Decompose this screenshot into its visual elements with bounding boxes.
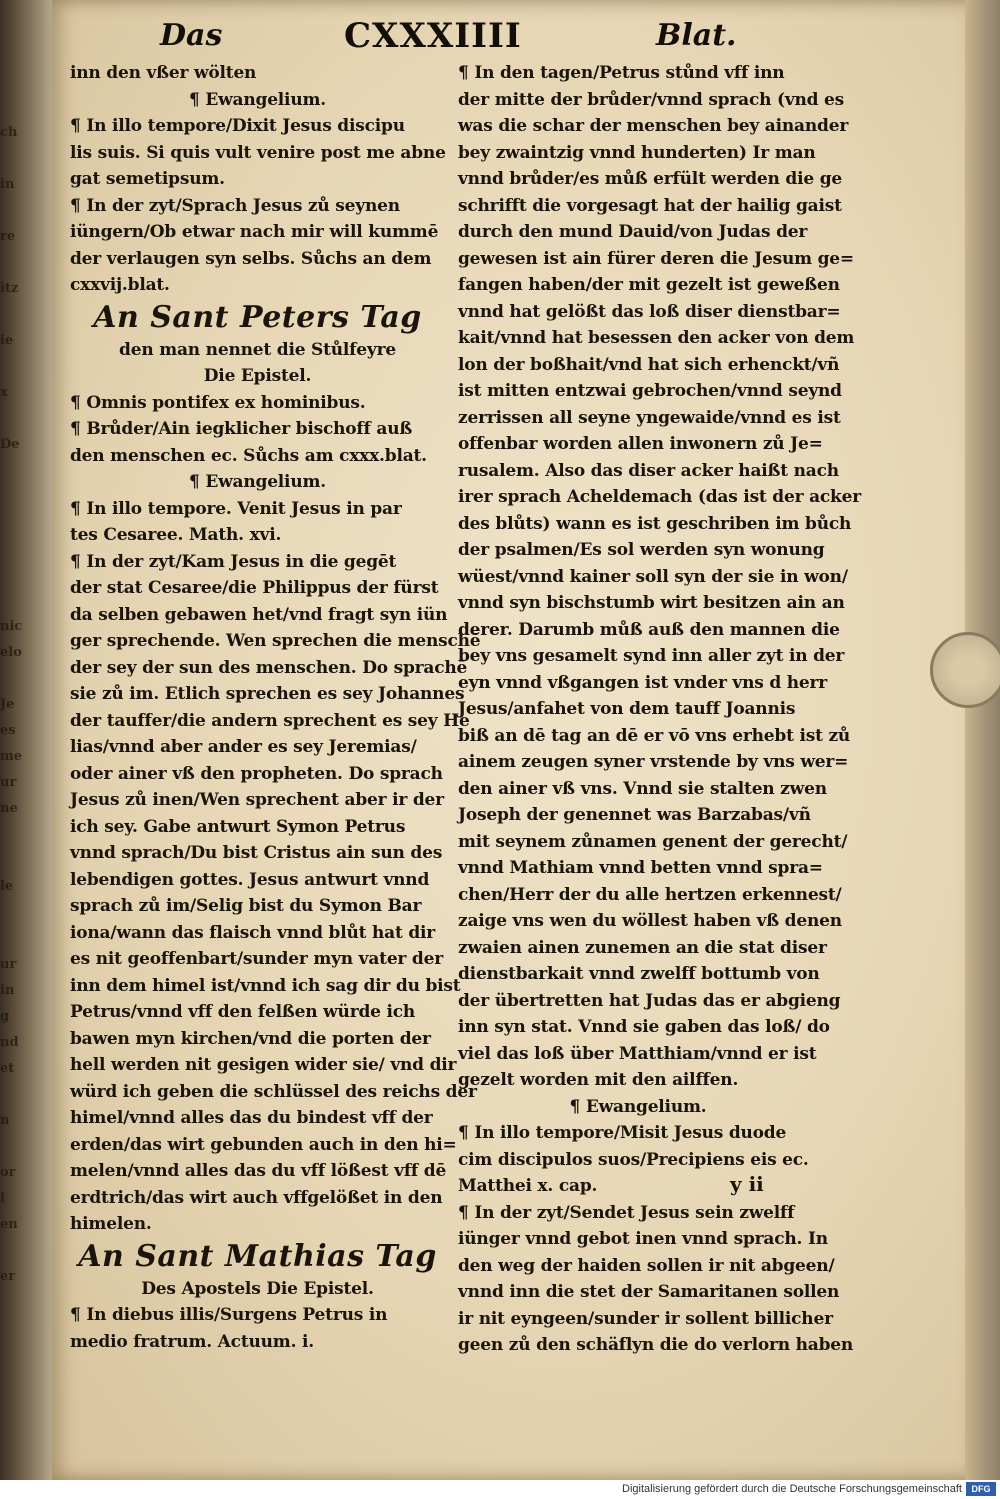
text-line: sprach zů im/Selig bist du Symon Bar	[70, 896, 422, 916]
text-line: Jesus/anfahet von dem tauff Joannis	[458, 699, 796, 719]
text-line: ¶ In den tagen/Petrus stůnd vff inn	[458, 63, 785, 83]
page-edge	[965, 0, 1000, 1480]
section-label: den man nennet die Stůlfeyre	[119, 339, 396, 360]
text-line: cxxvij.blat.	[70, 275, 170, 295]
running-header	[0, 16, 1000, 60]
text-line: ¶ In illo tempore. Venit Jesus in par	[70, 498, 402, 519]
text-line: bey vns gesamelt synd inn aller zyt in der	[458, 646, 845, 666]
text-line: der stat Cesaree/die Philippus der fürst	[70, 578, 439, 598]
text-line: vnnd syn bischstumb wirt besitzen ain an	[458, 593, 845, 613]
text-line: ¶ Brůder/Ain iegklicher bischoff auß	[70, 419, 413, 439]
text-line: irer sprach Acheldemach (das ist der acker	[458, 487, 862, 507]
text-line: bawen myn kirchen/vnd die porten der	[70, 1028, 431, 1049]
text-line: würd ich geben die schlüssel des reichs der	[70, 1081, 477, 1102]
text-line: ¶ In illo tempore/Dixit Jesus discipu	[70, 116, 405, 136]
text-line: ¶ In der zyt/Sendet Jesus sein zwelff	[458, 1202, 795, 1223]
text-line: medio fratrum. Actuum. i.	[70, 1331, 314, 1352]
text-line: chen/Herr der du alle hertzen erkennest/	[458, 884, 842, 905]
text-line: cim discipulos suos/Precipiens eis ec.	[458, 1149, 809, 1170]
text-line: gezelt worden mit den ailffen.	[458, 1070, 739, 1090]
text-line: Petrus/vnnd vff den felßen würde ich	[70, 1002, 416, 1022]
text-line: ainem zeugen syner vrstende by vns wer=	[458, 752, 849, 772]
section-label: Des Apostels Die Epistel.	[141, 1278, 374, 1299]
text-line: iüngern/Ob etwar nach mir will kummē	[70, 222, 439, 242]
text-line: ger sprechende. Wen sprechen die menschē	[70, 631, 481, 651]
text-line: iona/wann das flaisch vnnd blůt hat dir	[70, 922, 436, 943]
text-line: Jesus zů inen/Wen sprechent aber ir der	[70, 790, 444, 810]
text-line: vnnd hat gelößt das loß diser dienstbar=	[458, 301, 841, 322]
header-left: Das	[160, 18, 223, 53]
feast-heading: An Sant Mathias Tag	[78, 1238, 437, 1274]
text-line: gewesen ist ain fürer deren die Jesum ge=	[458, 248, 854, 269]
text-line: wüest/vnnd kainer soll syn der sie in won/	[458, 566, 848, 587]
text-line: himelen.	[70, 1214, 152, 1234]
text-line: geen zů den schäflyn die do verlorn haben	[458, 1335, 854, 1355]
footer-bar	[0, 1480, 1000, 1499]
text-line: lias/vnnd aber ander es sey Jeremias/	[70, 737, 417, 757]
text-line: tes Cesaree. Math. xvi.	[70, 525, 282, 545]
text-line: schrifft die vorgesagt hat der hailig gaist	[458, 195, 842, 216]
text-line: ¶ In der zyt/Kam Jesus in die gegēt	[70, 551, 397, 572]
text-line: zerrissen all seyne yngewaide/vnnd es ist	[458, 407, 841, 428]
text-line: Matthei x. cap.	[458, 1176, 598, 1196]
right-text-column	[458, 60, 862, 1359]
text-line: den menschen ec. Sůchs am cxxx.blat.	[70, 445, 427, 466]
text-line: vnnd brůder/es můß erfült werden die ge	[458, 169, 843, 189]
binding-gutter	[0, 0, 58, 1480]
text-line: ich sey. Gabe antwurt Symon Petrus	[70, 816, 406, 837]
text-line: der übertretten hat Judas das er abgieng	[458, 990, 841, 1011]
folio-number: CXXXIIII	[344, 16, 522, 56]
text-line: lis suis. Si quis vult venire post me abne	[70, 142, 446, 163]
text-line: der sey der sun des menschen. Do sprachē	[70, 657, 468, 678]
feast-heading: An Sant Peters Tag	[93, 299, 422, 335]
text-line: himel/vnnd alles das du bindest vff der	[70, 1108, 433, 1128]
text-line: bey zwaintzig vnnd hunderten) Ir man	[458, 142, 816, 163]
text-line: lebendigen gottes. Jesus antwurt vnnd	[70, 869, 430, 890]
section-label: Die Epistel.	[203, 366, 312, 386]
text-line: ¶ In diebus illis/Surgens Petrus in	[70, 1305, 388, 1325]
text-line: sie zů im. Etlich sprechen es sey Johannes	[70, 684, 465, 704]
header-right: Blat.	[656, 18, 737, 53]
text-line: eyn vnnd vßgangen ist vnder vns d herr	[458, 672, 828, 693]
text-line: viel das loß über Matthiam/vnnd er ist	[458, 1043, 817, 1064]
text-line: den ainer vß vns. Vnnd sie stalten zwen	[458, 778, 827, 799]
book-clasp-icon	[930, 632, 1000, 708]
text-line: erdtrich/das wirt auch vffgelößet in den	[70, 1187, 443, 1208]
section-label: ¶ Ewangelium.	[569, 1096, 707, 1117]
text-line: der verlaugen syn selbs. Sůchs an dem	[70, 248, 432, 269]
text-line: vnnd sprach/Du bist Cristus ain sun des	[70, 843, 443, 863]
text-line: rusalem. Also das diser acker haißt nach	[458, 460, 839, 481]
text-line: derer. Darumb můß auß den mannen die	[458, 619, 840, 640]
text-line: kait/vnnd hat besessen den acker von dem	[458, 328, 855, 348]
text-line: ¶ In illo tempore/Misit Jesus duode	[458, 1123, 787, 1143]
text-line: ir nit eyngeen/sunder ir sollent billicher	[458, 1308, 833, 1329]
text-line: inn dem himel ist/vnnd ich sag dir du bist	[70, 975, 461, 996]
text-line: iünger vnnd gebot inen vnnd sprach. In	[458, 1229, 828, 1249]
text-line: fangen haben/der mit gezelt ist geweßen	[458, 275, 840, 295]
text-line: mit seynem zůnamen genent der gerecht/	[458, 831, 848, 852]
left-text-column	[70, 60, 481, 1355]
text-line: ist mitten entzwai gebrochen/vnnd seynd	[458, 381, 842, 401]
text-line: oder ainer vß den propheten. Do sprach	[70, 763, 443, 784]
text-line: hell werden nit gesigen wider sie/ vnd dir	[70, 1055, 457, 1075]
text-line: lon der boßhait/vnd hat sich erhenckt/vñ	[458, 354, 840, 375]
text-line: gat semetipsum.	[70, 169, 225, 189]
signature-mark: y ii	[730, 1172, 764, 1196]
text-line: was die schar der menschen bey ainander	[458, 116, 849, 136]
facing-page-fragments: ch in re itz ie x De nic elo Je es me ur ne le ur in g nd et n or i en er	[0, 125, 23, 1284]
text-line: den weg der haiden sollen ir nit abgeen/	[458, 1255, 835, 1276]
text-line: da selben gebawen het/vnd fragt syn iün	[70, 604, 448, 625]
text-line: der mitte der brůder/vnnd sprach (vnd es	[458, 89, 845, 110]
dfg-logo-icon: DFG	[966, 1482, 996, 1496]
text-line: dienstbarkait vnnd zwelff bottumb von	[458, 964, 820, 984]
text-line: inn den vßer wölten	[70, 63, 257, 83]
text-line: der psalmen/Es sol werden syn wonung	[458, 540, 825, 560]
text-line: es nit geoffenbart/sunder myn vater der	[70, 949, 443, 969]
text-line: zwaien ainen zunemen an die stat diser	[458, 937, 827, 958]
text-line: offenbar worden allen inwonern zů Je=	[458, 434, 823, 454]
text-line: zaige vns wen du wöllest haben vß denen	[458, 911, 842, 931]
text-line: ¶ Omnis pontifex ex hominibus.	[70, 392, 366, 413]
footer-credit: Digitalisierung gefördert durch die Deutsche Forschungsgemeinschaft	[622, 1483, 962, 1495]
text-line: vnnd inn die stet der Samaritanen sollen	[458, 1282, 840, 1302]
text-line: inn syn stat. Vnnd sie gaben das loß/ do	[458, 1017, 830, 1037]
text-line: ¶ In der zyt/Sprach Jesus zů seynen	[70, 195, 400, 216]
text-line: durch den mund Dauid/von Judas der	[458, 222, 808, 242]
text-line: Joseph der genennet was Barzabas/vñ	[458, 805, 811, 825]
text-line: der tauffer/die andern sprechent es sey He	[70, 710, 470, 731]
section-label: ¶ Ewangelium.	[189, 89, 326, 110]
text-line: biß an dē tag an dē er vō vns erhebt ist zů	[458, 725, 851, 746]
text-line: erden/das wirt gebunden auch in den hi=	[70, 1134, 457, 1155]
text-line: melen/vnnd alles das du vff lößest vff dē	[70, 1161, 447, 1181]
text-line: des blůts) wann es ist geschriben im bůch	[458, 513, 852, 534]
text-line: vnnd Mathiam vnnd betten vnnd spra=	[458, 858, 823, 878]
section-label: ¶ Ewangelium.	[189, 472, 326, 492]
